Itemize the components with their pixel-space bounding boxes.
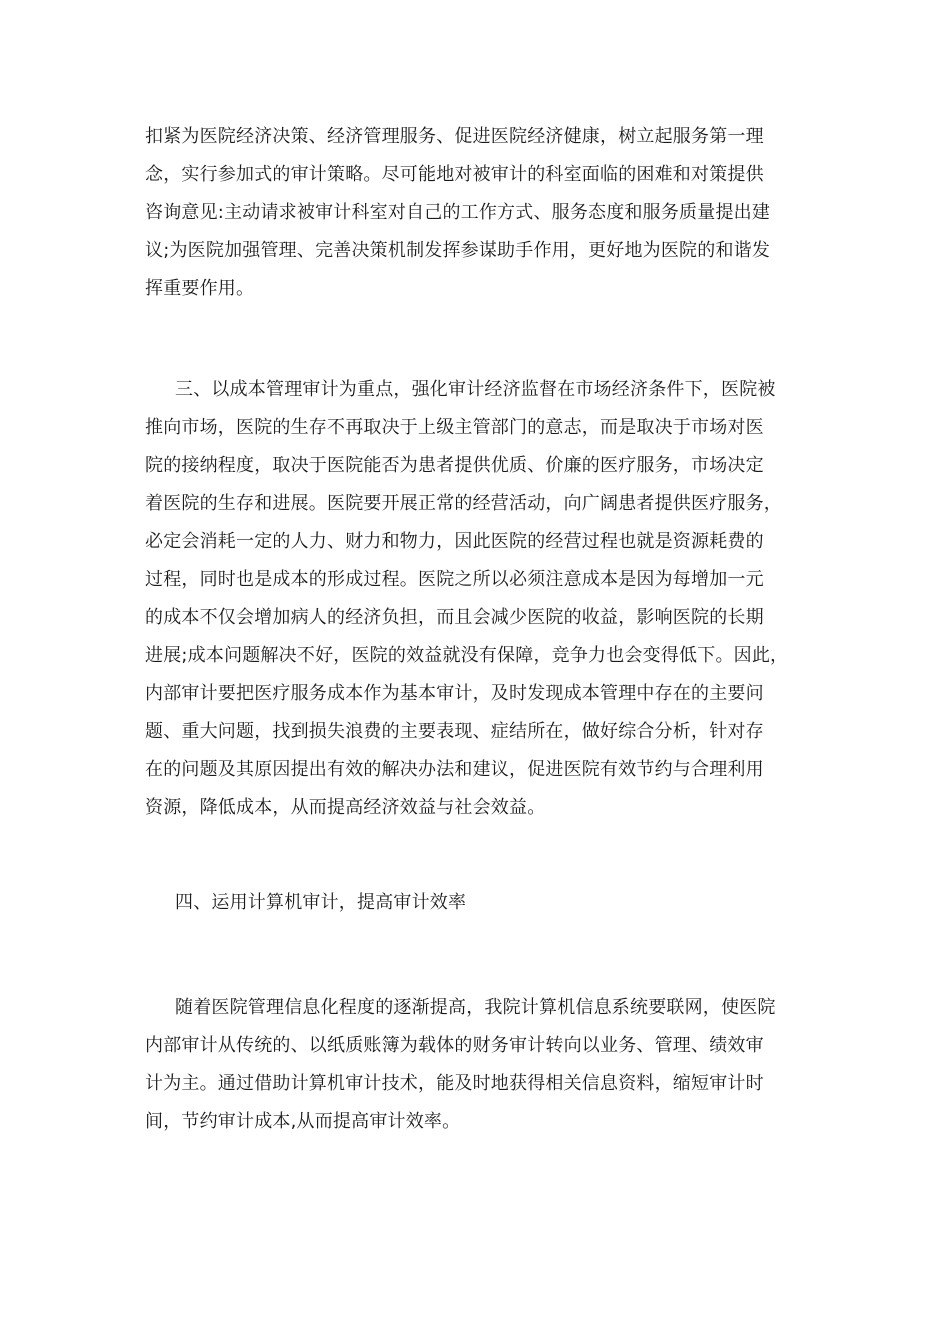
text-line: 过程，同时也是成本的形成过程。医院之所以必须注意成本是因为每增加一元 [145,569,764,590]
paragraph-computer-audit [145,989,825,1141]
section-heading-computer-audit [145,884,825,922]
section-heading-line: 四、运用计算机审计，提高审计效率 [175,892,467,913]
section-heading-line: 三、以成本管理审计为重点，强化审计经济监督在市场经济条件下，医院被 [175,379,776,400]
text-line: 间，节约审计成本,从而提高审计效率。 [145,1111,461,1132]
text-line: 题、重大问题，找到损失浪费的主要表现、症结所在，做好综合分析，针对存 [145,721,764,742]
text-line: 着医院的生存和进展。医院要开展正常的经营活动，向广阔患者提供医疗服务， [145,493,782,514]
text-line: 院的接纳程度，取决于医院能否为患者提供优质、价廉的医疗服务，市场决定 [145,455,764,476]
text-line: 资源，降低成本，从而提高经济效益与社会效益。 [145,797,546,818]
text-line: 在的问题及其原因提出有效的解决办法和建议，促进医院有效节约与合理利用 [145,759,764,780]
text-line: 挥重要作用。 [145,278,255,299]
text-line: 计为主。通过借助计算机审计技术，能及时地获得相关信息资料，缩短审计时 [145,1073,764,1094]
text-line: 议;为医院加强管理、完善决策机制发挥参谋助手作用，更好地为医院的和谐发 [145,240,771,261]
paragraph-cost-management-audit [145,371,825,827]
text-line: 内部审计从传统的、以纸质账簿为载体的财务审计转向以业务、管理、绩效审 [145,1035,764,1056]
text-line: 咨询意见:主动请求被审计科室对自己的工作方式、服务态度和服务质量提出建 [145,202,771,223]
text-line: 进展;成本问题解决不好，医院的效益就没有保障，竞争力也会变得低下。因此， [145,645,789,666]
text-line: 随着医院管理信息化程度的逐渐提高，我院计算机信息系统要联网，使医院 [175,997,776,1018]
paragraph-audit-service [145,118,825,308]
text-line: 的成本不仅会增加病人的经济负担，而且会减少医院的收益，影响医院的长期 [145,607,764,628]
text-line: 推向市场，医院的生存不再取决于上级主管部门的意志，而是取决于市场对医 [145,417,764,438]
text-line: 内部审计要把医疗服务成本作为基本审计，及时发现成本管理中存在的主要问 [145,683,764,704]
text-line: 必定会消耗一定的人力、财力和物力，因此医院的经营过程也就是资源耗费的 [145,531,764,552]
text-line: 扣紧为医院经济决策、经济管理服务、促进医院经济健康，树立起服务第一理 [145,126,764,147]
text-line: 念，实行参加式的审计策略。尽可能地对被审计的科室面临的困难和对策提供 [145,164,764,185]
